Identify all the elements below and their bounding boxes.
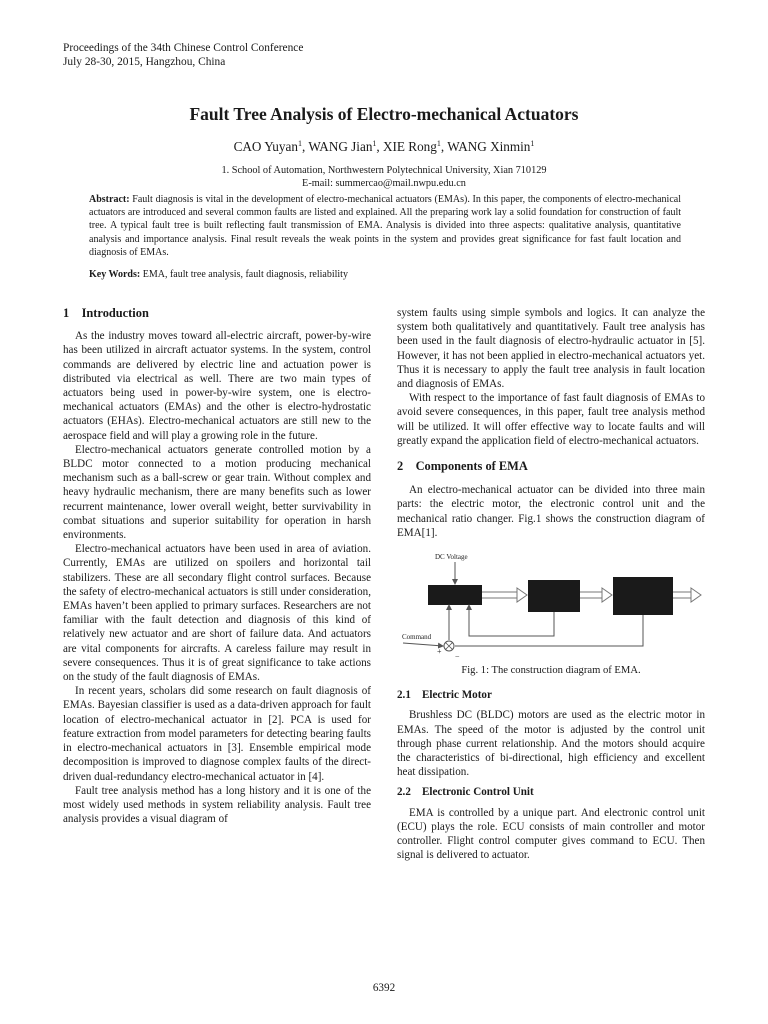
section-2-1-heading: 2.1 Electric Motor <box>397 689 492 702</box>
intro-paragraph-6: With respect to the importance of fast fault diagnosis of EMAs to avoid severe consequences, in this paper, fault tree analysis method will be utilized. It will offer effective way to locate faults and will greatly expand the application field of electro-mechanical actuators. <box>397 392 705 447</box>
power-arrow-1 <box>482 592 517 598</box>
affiliation: 1. School of Automation, Northwestern Polytechnical University, Xian 710129 <box>221 165 547 176</box>
ratio-changer-block <box>613 577 673 615</box>
section-1-heading: 1 Introduction <box>63 306 149 320</box>
author-affiliation-mark: 1 <box>372 139 377 148</box>
author-affiliation-mark: 1 <box>530 139 535 148</box>
keywords-text: EMA, fault tree analysis, fault diagnosis, reliability <box>140 269 348 280</box>
ecu-paragraph: EMA is controlled by a unique part. And electronic control unit (ECU) plays the role. ECU consists of main controller and motor controller. Flight control computer gives command to ECU. Then signal is delivered to actuator. <box>397 806 705 862</box>
paper-title: Fault Tree Analysis of Electro-mechanical Actuators <box>189 104 579 124</box>
abstract <box>89 193 681 259</box>
minus-sign: − <box>455 652 460 662</box>
email: E-mail: summercao@mail.nwpu.edu.cn <box>302 178 466 189</box>
author-name: WANG Xinmin <box>447 139 531 154</box>
intro-paragraph-4: In recent years, scholars did some research on fault diagnosis of EMAs. Bayesian classifier is used as a data-driven approach for fault location of electro-mechanical actuator in [2]. PCA is used for feature extraction from model parameters for detecting bearing faults in electro-mechanical actuators in [3]. Ensemble empirical mode decomposition is improved to diagnose complex faults of the direct-driven dual-redundancy electro-mechanical actuator in [4]. <box>63 685 371 783</box>
power-arrow-2-head <box>602 588 612 602</box>
keywords <box>89 268 681 281</box>
components-paragraph: An electro-mechanical actuator can be divided into three main parts: the electric motor, the electronic control unit and the mechanical ratio changer. Fig.1 shows the construction diagram of EMA[1]. <box>397 484 705 539</box>
intro-paragraph-5: Fault tree analysis method has a long history and it is one of the most widely used methods in system reliability analysis. Fault tree analysis provides a visual diagram of <box>63 784 371 826</box>
intro-paragraph-1: As the industry moves toward all-electric aircraft, power-by-wire has been utilized in aircraft actuator systems. In the system, control commands are delivered by electric line and actuation power is distributed via electrical as well. There are two main types of actuators being used in power-by-wire system, one is electro-mechanical actuators (EMAs) and the other is electro-hydrostatic actuators (EHAs). Electro-mechanical actuators are still new to the aerospace field and will play a growing role in the future. <box>63 330 371 442</box>
author-affiliation-mark: 1 <box>297 139 302 148</box>
control-unit-block <box>428 585 482 605</box>
power-arrow-2 <box>580 592 602 598</box>
right-column <box>397 306 705 862</box>
motor-block <box>528 580 580 612</box>
diagram-svg <box>397 550 705 662</box>
position-feedback-line <box>455 615 643 646</box>
page-number: 6392 <box>372 982 396 994</box>
intro-paragraph-5-continued: system faults using simple symbols and logics. It can analyze the system both qualitatively and quantitatively. Fault tree analysis has been used in the fault diagnosis of electro-hydraulic actuator in [5]. However, it has not been applied in electro-mechanical actuators yet. Thus it is necessary to apply the fault tree analysis in fault location and diagnosis of EMAs. <box>397 307 705 391</box>
abstract-label: Abstract: <box>89 194 130 205</box>
ema-construction-diagram <box>397 550 705 662</box>
proceedings-line-1: Proceedings of the 34th Chinese Control Conference <box>63 42 304 54</box>
plus-sign: + <box>437 647 442 657</box>
keywords-label: Key Words: <box>89 269 141 280</box>
affiliation-block <box>0 164 768 190</box>
author-name: CAO Yuyan <box>233 139 298 154</box>
author-name: XIE Rong <box>383 139 437 154</box>
output-arrow <box>673 592 691 598</box>
abstract-text: Fault diagnosis is vital in the development of electro-mechanical actuators (EMAs). In this paper, the components of electro-mechanical actuators are introduced and several common faults are listed and explained. All the preparing work lay a solid foundation for construction of fault tree. A typical fault tree is built reflecting fault transmission of EMA. Analysis is divided into three aspects: qualitative analysis, quantitative analysis and importance analysis. Final result reveals the weak points in the system and provides great significance for fast fault location and diagnosis of EMAs. <box>89 194 681 258</box>
power-arrow-1-head <box>517 588 527 602</box>
proceedings-line-2: July 28-30, 2015, Hangzhou, China <box>63 56 226 68</box>
command-label: Command <box>402 633 432 642</box>
command-arrow <box>403 643 443 646</box>
author-name: WANG Jian <box>308 139 373 154</box>
section-2-heading: 2 Components of EMA <box>397 459 528 474</box>
proceedings-header <box>63 41 303 69</box>
figure-1-caption: Fig. 1: The construction diagram of EMA. <box>461 665 641 677</box>
section-2-2-heading: 2.2 Electronic Control Unit <box>397 786 534 799</box>
author-affiliation-mark: 1 <box>436 139 441 148</box>
dc-voltage-label: DC Voltage <box>435 553 468 562</box>
electric-motor-paragraph: Brushless DC (BLDC) motors are used as the electric motor in EMAs. The speed of the motor is adjusted by the control unit through phase current relationship. And the motors should acquire the characteristics of bi-directional, high efficiency and excellent heat dissipation. <box>397 709 705 779</box>
author-list: CAO Yuyan$^1$, WANG Jian$^1$, XIE Rong$^1$, WANG Xinmin$^1$ <box>233 139 535 154</box>
intro-paragraph-2: Electro-mechanical actuators generate controlled motion by a BLDC motor connected to a motion producing mechanical mechanism such as a ball-screw or gear train. Without complex and heavy hydraulic mechanism, there are many benefits such as lower recurrent maintenance, lower overall weight, better survivability in combat situations and superior suitability for operation in harsh environments. <box>63 443 371 542</box>
intro-paragraph-3: Electro-mechanical actuators have been used in area of aviation. Currently, EMAs are utilized on spoilers and horizontal tail stabilizers. These are all secondary flight control surfaces. Because the safety of electro-mechanical actuators is still under consideration, EMAs haven’t been applied to primary surfaces. Researchers are not familiar with the fault detection and diagnosis of this kind of relatively new actuator and are short of failure data. And actuators are vital components for aircrafts. A careless failure may result in severe consequences. Thus it is of great significance to take actions on the study of the fault diagnosis of EMAs. <box>63 543 371 684</box>
output-arrow-head <box>691 588 701 602</box>
left-column <box>63 306 371 826</box>
